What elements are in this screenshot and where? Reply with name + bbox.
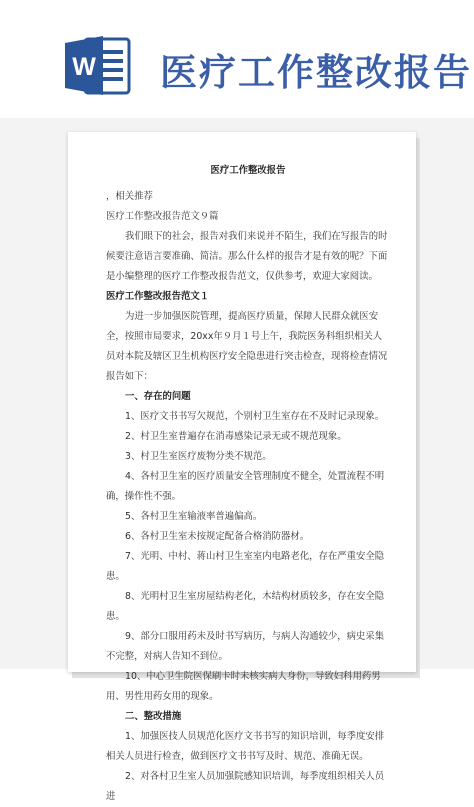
list-item: 3、村卫生室医疗废物分类不规范。 (125, 451, 272, 462)
list-item: 5、各村卫生室输液率普遍偏高。 (125, 511, 263, 522)
list-item: 1、医疗文书书写欠规范，个别村卫生室存在不及时记录现象。 (125, 411, 385, 422)
body-intro-paragraph: 为进一步加强医院管理，提高医疗质量，保障人民群众就医安全，按照市局要求，20xx年９月１号上午，我院医务科组织相关人员对本院及辖区卫生机构医疗安全隐患进行突击检查，现将检查情况报告如下： (106, 311, 388, 382)
problems-heading: 一、存在的问题 (125, 391, 191, 402)
measures-heading: 二、整改措施 (125, 711, 182, 722)
document-content (106, 161, 390, 807)
related-item: 医疗工作整改报告范文９篇 (106, 211, 219, 222)
list-item: 2、村卫生室普遍存在消毒感染记录无或不规范现象。 (125, 431, 347, 442)
header-banner (0, 0, 474, 118)
related-label: ，相关推荐 (106, 191, 153, 202)
list-item: 9、部分口服用药未及时书写病历，与病人沟通较少，病史采集不完整，对病人告知不到位。 (106, 631, 385, 662)
list-item: 6、各村卫生室未按规定配备合格消防器材。 (125, 531, 310, 542)
logo-letter: W (72, 53, 96, 81)
list-item: 7、光明、中村、蒋山村卫生室室内电路老化，存在严重安全隐患。 (106, 551, 385, 582)
document-title: 医疗工作整改报告 (210, 165, 286, 176)
list-item: 4、各村卫生室的医疗质量安全管理制度不健全，处置流程不明确，操作性不强。 (106, 471, 385, 502)
list-item: 10、中心卫生院医保刷卡时未核实病人身份，导致妇科用药男用、男性用药女用的现象。 (106, 671, 381, 702)
document-page (68, 132, 416, 802)
list-item: 1、加强医技人员规范化医疗文书书写的知识培训，每季度安排相关人员进行检查，做到医疗文书书写及时、规范、准确无误。 (106, 731, 385, 762)
section-title: 医疗工作整改报告范文１ (106, 291, 210, 302)
page-title: 医疗工作整改报告 (160, 50, 472, 94)
list-item: 2、对各村卫生室人员加强院感知识培训，每季度组织相关人员进 (106, 771, 385, 802)
intro-paragraph: 我们眼下的社会，报告对我们来说并不陌生，我们在写报告的时候要注意语言要准确、简洁。那么什么样的报告才是有效的呢？下面是小编整理的医疗工作整改报告范文，仅供参考，欢迎大家阅读。 (106, 231, 388, 282)
word-document-icon (63, 33, 133, 97)
list-item: 8、光明村卫生室房屋结构老化，木结构材质较多，存在安全隐患。 (106, 591, 385, 622)
